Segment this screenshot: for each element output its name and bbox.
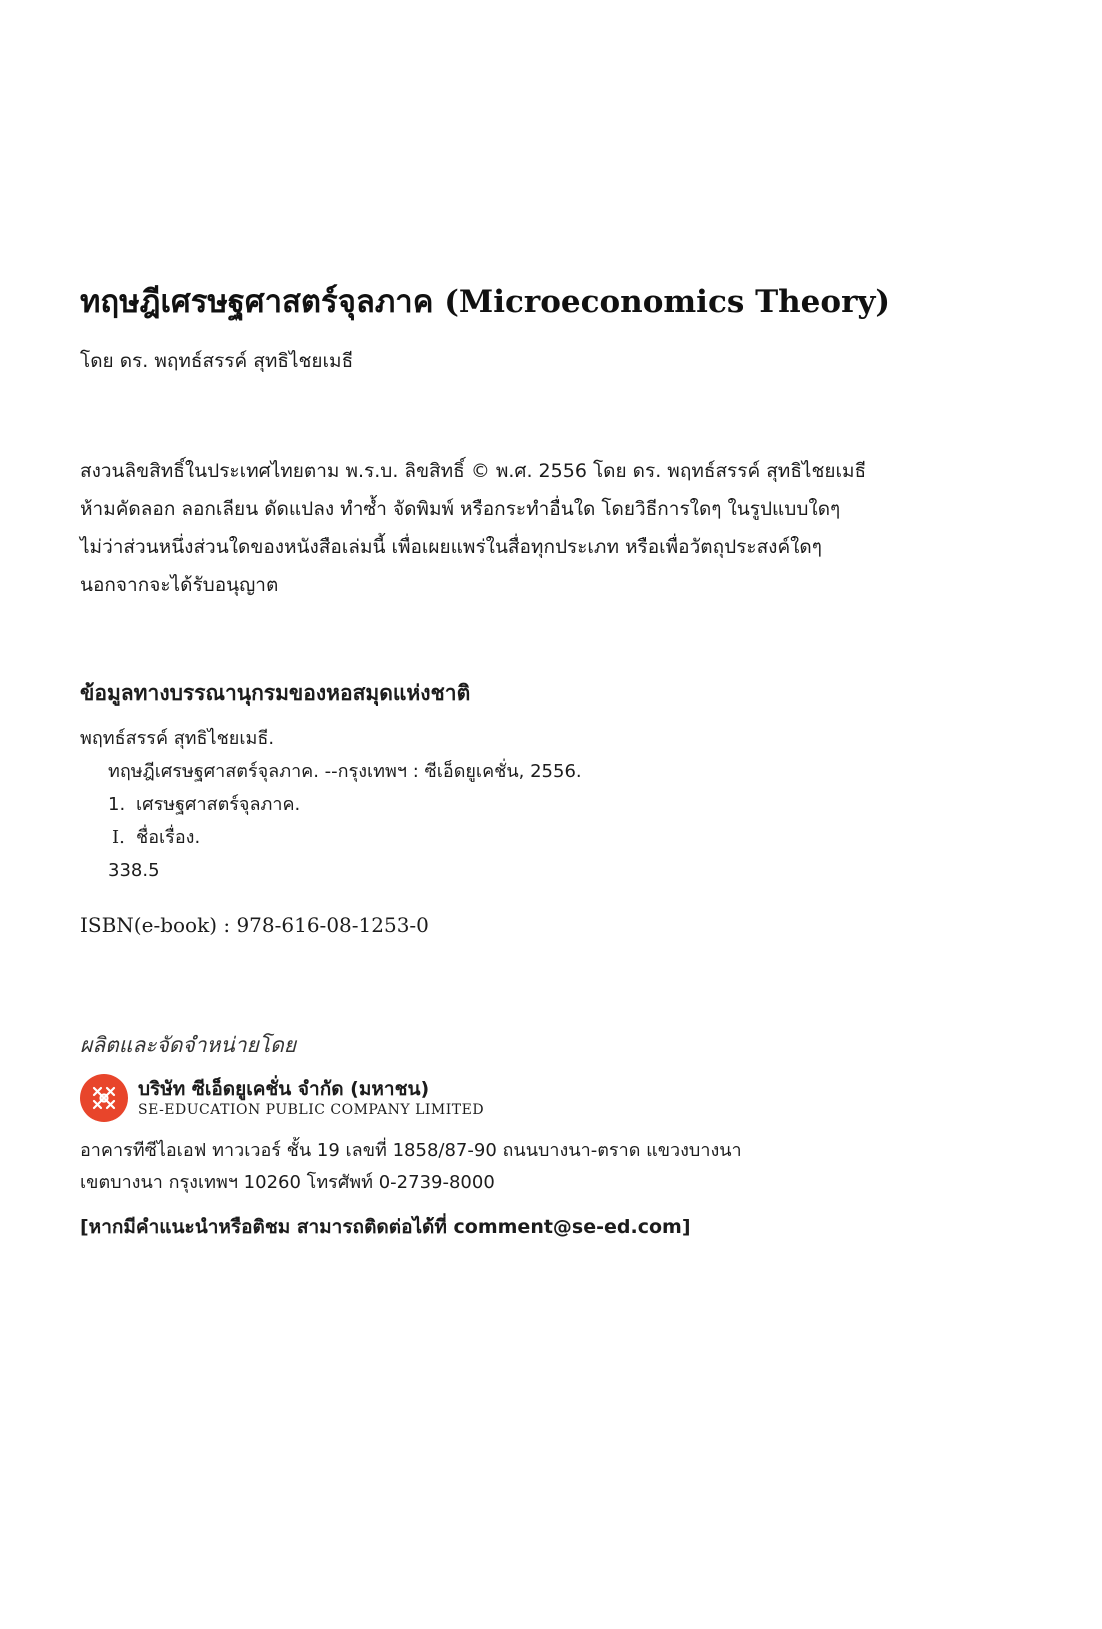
cip-subject: [80, 788, 582, 821]
produced-by-label: ผลิตและจัดจำหน่ายโดย: [80, 1033, 297, 1057]
copyright-notice: [80, 452, 866, 604]
copyright-page: [80, 0, 1040, 1629]
cip-block: [80, 722, 582, 887]
se-ed-logo-icon: [80, 1074, 128, 1122]
cip-classification: 338.5: [108, 860, 160, 881]
copyright-line: ไม่ว่าส่วนหนึ่งส่วนใดของหนังสือเล่มนี้ เพื่อเผยแพร่ในสื่อทุกประเภท หรือเพื่อวัตถุประสงค์ใดๆ: [80, 536, 822, 558]
publisher-address: [80, 1135, 742, 1199]
isbn: ISBN(e-book) : 978-616-08-1253-0: [80, 913, 429, 937]
copyright-line: สงวนลิขสิทธิ์ในประเทศไทยตาม พ.ร.บ. ลิขสิทธิ์ © พ.ศ. 2556 โดย ดร. พฤทธ์สรรค์ สุทธิไชยเมธี: [80, 460, 867, 482]
cip-subject-number: 1.: [108, 794, 126, 815]
address-line: อาคารทีซีไอเอฟ ทาวเวอร์ ชั้น 19 เลขที่ 1858/87-90 ถนนบางนา-ตราด แขวงบางนา: [80, 1140, 742, 1161]
contact-note: [หากมีคำแนะนำหรือติชม สามารถติดต่อได้ที่ comment@se-ed.com]: [80, 1216, 691, 1238]
publisher-name-english: SE-EDUCATION PUBLIC COMPANY LIMITED: [138, 1102, 485, 1118]
copyright-line: ห้ามคัดลอก ลอกเลียน ดัดแปลง ทำซ้ำ จัดพิมพ์ หรือกระทำอื่นใด โดยวิธีการใดๆ ในรูปแบบใดๆ: [80, 498, 841, 520]
cip-subject-text: เศรษฐศาสตร์จุลภาค.: [136, 794, 301, 815]
address-line: เขตบางนา กรุงเทพฯ 10260 โทรศัพท์ 0-2739-8000: [80, 1172, 495, 1193]
cip-heading: ข้อมูลทางบรรณานุกรมของหอสมุดแห่งชาติ: [80, 681, 471, 705]
publisher-block: [80, 1072, 484, 1124]
cip-title-text: ชื่อเรื่อง.: [136, 827, 201, 848]
cip-title-number: I.: [112, 827, 125, 848]
author-line: โดย ดร. พฤทธ์สรรค์ สุทธิไชยเมธี: [80, 350, 354, 372]
publisher-name-thai: บริษัท ซีเอ็ดยูเคชั่น จำกัด (มหาชน): [138, 1078, 430, 1100]
book-title: ทฤษฎีเศรษฐศาสตร์จุลภาค (Microeconomics Theory): [80, 284, 891, 320]
cip-title-line: ทฤษฎีเศรษฐศาสตร์จุลภาค. --กรุงเทพฯ : ซีเอ็ดยูเคชั่น, 2556.: [108, 761, 582, 782]
cip-author: พฤทธ์สรรค์ สุทธิไชยเมธี.: [80, 728, 275, 749]
cip-title-entry: [80, 821, 582, 854]
copyright-line: นอกจากจะได้รับอนุญาต: [80, 574, 279, 596]
